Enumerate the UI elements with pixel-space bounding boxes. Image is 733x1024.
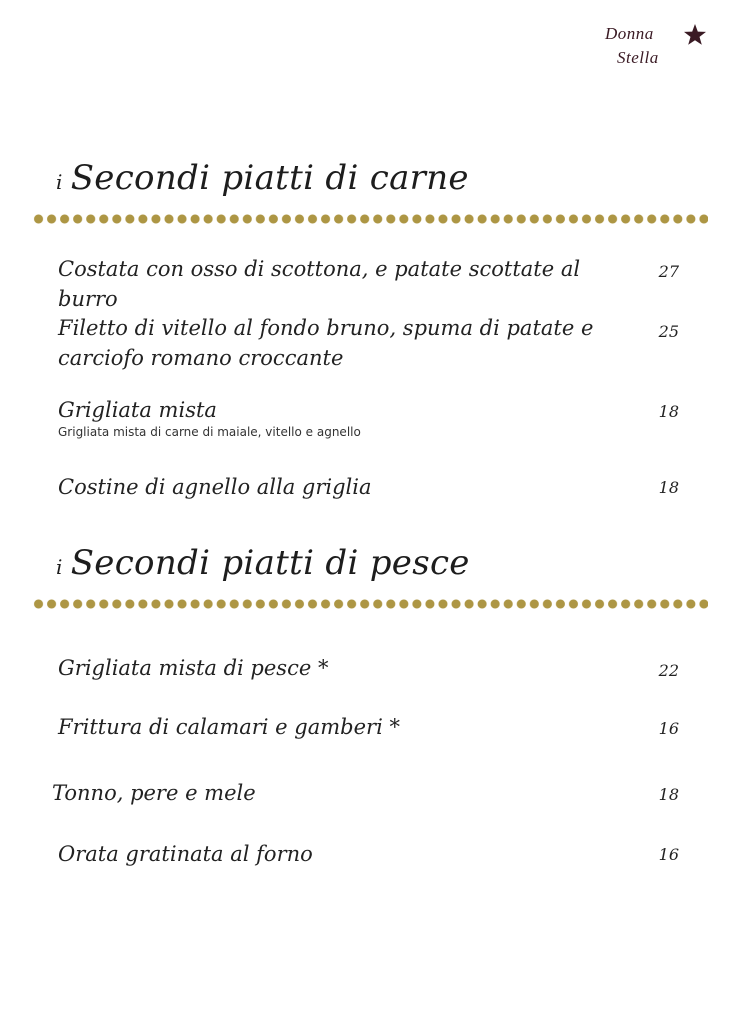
menu-item-name: Costine di agnello alla griglia <box>58 475 372 499</box>
menu-item-name: Grigliata mista di pesce * <box>58 656 329 680</box>
menu-item-price: 18 <box>658 785 679 804</box>
menu-item-description: Grigliata mista di carne di maiale, vitello e agnello <box>58 425 361 439</box>
star-icon <box>683 23 707 47</box>
menu-item-price: 16 <box>658 845 679 864</box>
logo-text-donna: Donna <box>605 24 654 43</box>
section-title-text: Secondi piatti di pesce <box>70 543 470 583</box>
menu-item-name: Tonno, pere e mele <box>52 781 256 805</box>
menu-item <box>58 839 618 869</box>
menu-item-price: 18 <box>658 478 679 497</box>
menu-item-name: Filetto di vitello al fondo bruno, spuma di patate e carciofo romano croccante <box>58 316 594 370</box>
menu-item <box>58 395 618 439</box>
section-prefix: i <box>56 555 63 579</box>
logo-text-stella: Stella <box>617 48 659 67</box>
menu-item-name: Frittura di calamari e gamberi * <box>58 715 400 739</box>
menu-item <box>58 712 618 742</box>
menu-item-price: 25 <box>658 322 679 341</box>
section-title-carne <box>56 158 469 198</box>
menu-item-price: 27 <box>658 262 679 281</box>
menu-item-price: 18 <box>658 402 679 421</box>
section-title-text: Secondi piatti di carne <box>70 158 469 198</box>
menu-item <box>58 254 618 314</box>
logo <box>601 22 711 74</box>
menu-item-price: 22 <box>658 661 679 680</box>
menu-item-name: Orata gratinata al forno <box>58 842 313 866</box>
menu-item-name: Costata con osso di scottona, e patate scottate al burro <box>58 257 581 311</box>
menu-item <box>52 778 612 808</box>
menu-item-name: Grigliata mista <box>58 398 217 422</box>
section-title-pesce <box>56 543 470 583</box>
section-prefix: i <box>56 170 63 194</box>
menu-item <box>58 313 598 373</box>
menu-item <box>58 472 618 502</box>
dotted-divider <box>32 598 708 610</box>
menu-item-price: 16 <box>658 719 679 738</box>
menu-item <box>58 653 618 683</box>
dotted-divider <box>32 213 708 225</box>
